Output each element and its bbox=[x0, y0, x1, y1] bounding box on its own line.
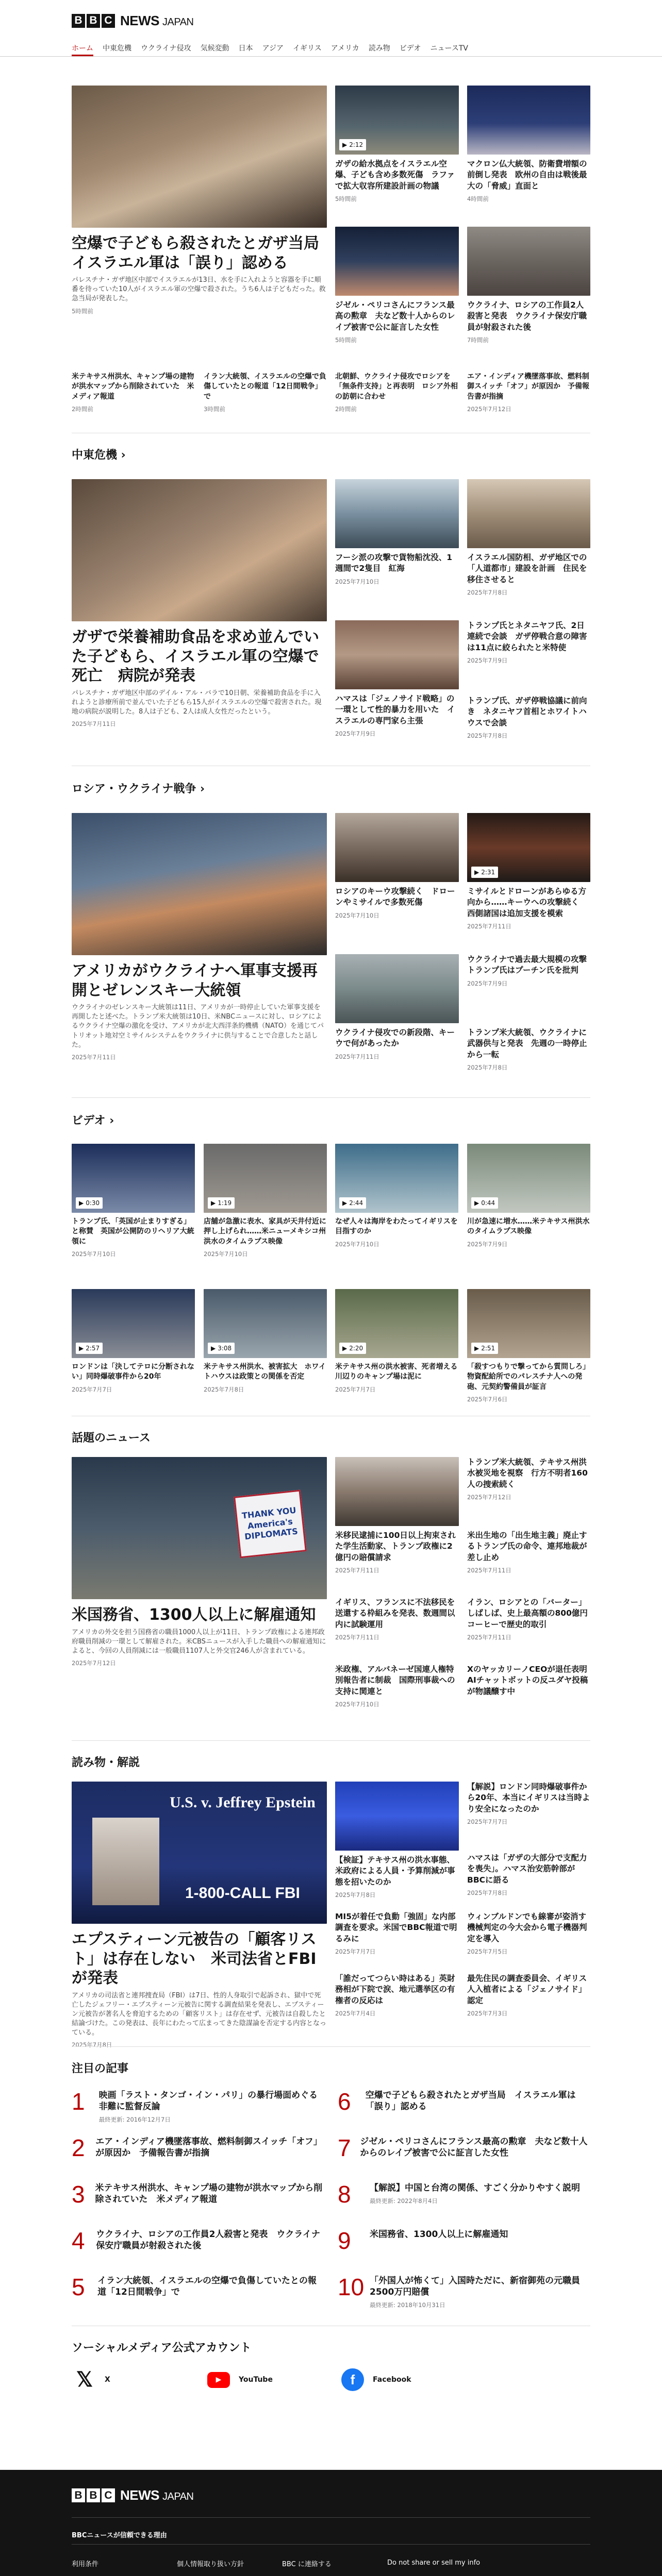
logo-letter-c: C bbox=[102, 14, 115, 28]
story-card[interactable]: イギリス、フランスに不法移民を送還する枠組みを発表、数週間以内に試験運用 2025年7月11日 bbox=[335, 1598, 455, 1641]
popular-rank: 6 bbox=[338, 2088, 351, 2115]
play-icon[interactable]: ▶ 1:19 bbox=[208, 1197, 235, 1209]
nav-climate[interactable]: 気候変動 bbox=[200, 44, 229, 53]
video-title: 店舗が急激に表水、家具が天井付近に押し上げられ……米ニューメキシコ州洪水のタイムラプス映像 bbox=[204, 1217, 326, 1246]
video-card[interactable] bbox=[335, 1217, 458, 1248]
site-header bbox=[0, 0, 662, 41]
video-card[interactable] bbox=[72, 1217, 195, 1258]
story-card[interactable]: トランプ米大統領、ウクライナに武器供与と発表 先週の一時停止から一転 2025年7月8日 bbox=[467, 1028, 587, 1072]
popular-title: イラン大統領、イスラエルの空爆で負傷していたとの報道「12日間戦争」で bbox=[97, 2276, 317, 2298]
popular-title: 【解説】中国と台湾の関係、すごく分かりやすく説明 bbox=[370, 2183, 580, 2193]
video-title: ロンドンは「決してテロに分断されない」同時爆破事件から20年 bbox=[72, 1363, 194, 1381]
play-icon[interactable]: ▶ 2:57 bbox=[76, 1343, 103, 1354]
video-title: 「殺すつもりで撃ってから質問しろ」物資配給所でのパレスチナ人への発砲、元契約警備員が証言 bbox=[467, 1363, 590, 1391]
lead-story-image[interactable] bbox=[72, 1782, 327, 1924]
footer-logo[interactable]: B B C NEWS JAPAN bbox=[72, 2487, 193, 2503]
video-duration: 2:20 bbox=[349, 1345, 363, 1352]
video-date: 2025年7月8日 bbox=[204, 1385, 244, 1393]
video-date: 2025年7月7日 bbox=[335, 1385, 376, 1393]
popular-rank: 4 bbox=[72, 2227, 85, 2254]
nav-uk[interactable]: イギリス bbox=[293, 44, 322, 53]
story-card[interactable]: 【解説】ロンドン同時爆破事件から20年、本当にイギリスは当時より安全になったのか 2025年7月7日 bbox=[467, 1782, 590, 1826]
popular-updated: 最終更新: 2016年12月7日 bbox=[98, 2116, 171, 2124]
story-image[interactable] bbox=[467, 227, 590, 296]
popular-item[interactable] bbox=[72, 2182, 324, 2206]
video-title: なぜ人々は海岸をわたってイギリスを目指すのか bbox=[335, 1217, 458, 1236]
protest-sign: THANK YOU America's DIPLOMATS bbox=[234, 1490, 307, 1558]
story-image[interactable] bbox=[467, 479, 590, 548]
video-date: 2025年7月10日 bbox=[72, 1250, 116, 1258]
story-card[interactable]: ウクライナ侵攻での新段階、キーウで何があったか 2025年7月11日 bbox=[335, 1028, 455, 1060]
lead-story[interactable]: 空爆で子どもら殺されたとガザ当局 イスラエル軍は「誤り」認める パレスチナ・ガザ地区中部でイスラエルが13日、水を手に入れようと容器を手に順番を待っていた10人がイスラエル軍の空爆で殺された。うち6人は子どもだった。救急当局が発表した。 5時間前 bbox=[72, 234, 335, 315]
popular-item[interactable] bbox=[338, 2136, 590, 2160]
popular-rank: 2 bbox=[72, 2134, 85, 2161]
popular-rank: 3 bbox=[72, 2181, 85, 2208]
lead-story[interactable]: 米国務省、1300人以上に解雇通知 アメリカの外交を担う国務省の職員1000人以上が11日、トランプ政権による連邦政府職員削減の一環として解雇された。米CBSニュースが入手した職員への解雇通知によると、今回の人員削減には一般職員1107人と外交官246人が含まれている。 2025年7月12日 bbox=[72, 1606, 326, 1667]
lead-story[interactable]: エプスティーン元被告の「顧客リスト」は存在しない 米司法省とFBIが発表 アメリカの司法省と連邦捜査局（FBI）は7日、性的人身取引で起訴され、獄中で死亡したジェフリー・エプスティーン元被告に関する調査結果を発表し、エプスティーン元被告が著名人を脅迫するための「顧客リスト」は存在せず、元被告は自殺したと結論づけた。この発表は、長年にわたって広まってきた陰謀論を否定する内容となっている。 2025年7月8日 bbox=[72, 1930, 327, 2049]
play-icon[interactable]: ▶ 2:44 bbox=[339, 1197, 366, 1209]
story-image[interactable] bbox=[335, 1782, 459, 1851]
story-card[interactable]: ロシアのキーウ攻撃続く ドローンやミサイルで多数死傷 2025年7月10日 bbox=[335, 887, 455, 919]
popular-title: エア・インディア機墜落事故、燃料制御スイッチ「オフ」が原因か 予備報告書が指摘 bbox=[95, 2137, 322, 2159]
popular-item[interactable] bbox=[72, 2090, 324, 2124]
popular-item[interactable] bbox=[72, 2275, 324, 2299]
video-thumbnail[interactable] bbox=[72, 1144, 195, 1213]
story-card[interactable]: イラン大統領、イスラエルの空爆で負傷していたとの報道「12日間戦争」で 3時間前 bbox=[204, 372, 326, 413]
video-card[interactable] bbox=[204, 1362, 327, 1394]
story-card[interactable]: ウクライナで過去最大規模の攻撃 トランプ氏はプーチン氏を批判 2025年7月9日 bbox=[467, 955, 595, 987]
video-title: 川が急速に増水……米テキサス州洪水のタイムラプス映像 bbox=[467, 1217, 590, 1236]
video-date: 2025年7月10日 bbox=[335, 1240, 379, 1248]
section-heading-social: ソーシャルメディア公式アカウント bbox=[72, 2342, 252, 2354]
video-thumbnail[interactable] bbox=[467, 1144, 590, 1213]
brand-name[interactable]: NEWS JAPAN bbox=[120, 12, 194, 28]
video-duration: 3:08 bbox=[218, 1345, 232, 1352]
video-thumbnail[interactable] bbox=[204, 1289, 327, 1358]
story-image[interactable] bbox=[335, 620, 459, 689]
story-card[interactable]: 米移民逮捕に100日以上拘束された学生活動家、トランプ政権に2億円の賠償請求 2025年7月11日 bbox=[335, 1531, 456, 1574]
video-duration: 2:44 bbox=[349, 1199, 363, 1207]
photo-portrait bbox=[92, 1818, 159, 1905]
play-icon[interactable]: ▶ 0:30 bbox=[76, 1197, 103, 1209]
popular-title: 米国務省、1300人以上に解雇通知 bbox=[370, 2229, 508, 2240]
phone-number: 1-800-CALL FBI bbox=[185, 1885, 300, 1902]
social-youtube[interactable]: ▶ YouTube bbox=[206, 2367, 273, 2393]
doc-heading: U.S. v. Jeffrey Epstein bbox=[170, 1794, 316, 1811]
nav-asia[interactable]: アジア bbox=[262, 44, 284, 53]
section-heading-popular: 注目の記事 bbox=[72, 2062, 129, 2075]
video-duration: 2:57 bbox=[86, 1345, 100, 1352]
play-icon[interactable]: ▶ 2:12 bbox=[339, 139, 366, 150]
story-card[interactable]: ジゼル・ペリコさんにフランス最高の勲章 夫など数十人からのレイプ被害で公に証言した女性 5時間前 bbox=[335, 300, 455, 344]
youtube-icon: ▶ bbox=[206, 2367, 231, 2393]
story-card[interactable]: 北朝鮮、ウクライナ侵攻でロシアを「無条件支持」と再表明 ロシア外相の訪朝に合わせ 2時間前 bbox=[335, 372, 458, 413]
social-x[interactable]: 𝕏 X bbox=[72, 2367, 110, 2393]
popular-item[interactable] bbox=[338, 2090, 590, 2113]
video-title: トランプ氏、「英国が止まりすぎる」と称賛 英国が公開防のリヘリア大統領に bbox=[72, 1217, 194, 1246]
nav-home[interactable]: ホーム bbox=[72, 43, 93, 56]
popular-rank: 8 bbox=[338, 2181, 351, 2208]
story-card[interactable]: 米出生地の「出生地主義」廃止するトランプ氏の命令、連邦地裁が差し止め 2025年7月11日 bbox=[467, 1531, 587, 1574]
footer-link-terms[interactable]: 利用条件 bbox=[72, 2561, 99, 2568]
lead-story-image[interactable] bbox=[72, 813, 327, 955]
lead-story[interactable]: ガザで栄養補助食品を求め並んでいた子どもら、イスラエル軍の空爆で死亡 病院が発表 パレスチナ・ガザ地区中部のデイル・アル・バラで10日朝、栄養補助食品を手に入れようと診療所前で並んでいた子どもら15人がイスラエルの空爆で殺害された。現地の病院が説明した。8人は子ども、2人は成人女性だったという。 2025年7月11日 bbox=[72, 628, 322, 728]
story-card[interactable]: ウクライナ、ロシアの工作員2人殺害と発表 ウクライナ保安庁職員が射殺された後 7時間前 bbox=[467, 300, 587, 344]
story-card[interactable]: トランプ氏、ガザ停戦協議に前向き ネタニヤフ首相とホワイトハウスで会談 2025年7月8日 bbox=[467, 696, 587, 740]
video-date: 2025年7月9日 bbox=[467, 1240, 508, 1248]
site-footer bbox=[0, 2470, 662, 2576]
section-heading-mideast[interactable]: 中東危機 › bbox=[72, 446, 126, 462]
play-icon[interactable]: ▶ 2:20 bbox=[339, 1343, 366, 1354]
footer-trust-link[interactable]: BBCニュースが信頼できる理由 bbox=[72, 2532, 167, 2539]
story-image[interactable] bbox=[335, 1457, 459, 1526]
facebook-icon: f bbox=[340, 2367, 366, 2393]
main-nav bbox=[0, 41, 662, 57]
video-thumbnail[interactable] bbox=[335, 1144, 458, 1213]
video-date: 2025年7月10日 bbox=[204, 1250, 248, 1258]
story-card[interactable]: 最先住民の調査委員会、イギリス人入植者による「ジェノサイド」認定 2025年7月3日 bbox=[467, 1974, 587, 2018]
story-card[interactable]: イスラエル国防相、ガザ地区での「人道都市」建設を計画 住民を移住させると 2025年7月8日 bbox=[467, 553, 587, 597]
x-icon: 𝕏 bbox=[76, 2368, 93, 2391]
story-card[interactable]: XのヤッカリーノCEOが退任表明 AIチャットボットの反ユダヤ投稿が物議醸す中 bbox=[467, 1665, 595, 1696]
story-image[interactable] bbox=[335, 86, 459, 155]
story-card[interactable]: ハマスは「ガザの大部分で支配力を喪失」。ハマス治安筋幹部がBBCに語る 2025年7月8日 bbox=[467, 1853, 587, 1897]
video-card[interactable] bbox=[72, 1362, 195, 1394]
video-date: 2025年7月7日 bbox=[72, 1385, 112, 1393]
story-card[interactable]: マクロン仏大統領、防衛費増額の前倒し発表 欧州の自由は戦後最大の「脅威」直面と 4時間前 bbox=[467, 159, 587, 203]
story-image[interactable] bbox=[335, 227, 459, 296]
popular-title: 「外国人が怖くて」入国時ただに、新宿御苑の元職員 2500万円賠償 bbox=[370, 2276, 589, 2298]
popular-title: ウクライナ、ロシアの工作員2人殺害と発表 ウクライナ保安庁職員が射殺された後 bbox=[96, 2229, 320, 2251]
story-image[interactable] bbox=[335, 479, 459, 548]
nav-features[interactable]: 読み物 bbox=[368, 44, 390, 53]
story-card[interactable]: エア・インディア機墜落事故、燃料制御スイッチ「オフ」が原因か 予備報告書が指摘 2025年7月12日 bbox=[467, 372, 590, 413]
nav-video[interactable]: ビデオ bbox=[399, 44, 421, 53]
popular-title: ジゼル・ペリコさんにフランス最高の勲章 夫など数十人からのレイプ被害で公に証言した女性 bbox=[360, 2137, 588, 2159]
video-thumbnail[interactable] bbox=[467, 1289, 590, 1358]
lead-story-image[interactable] bbox=[72, 479, 327, 621]
video-date: 2025年7月6日 bbox=[467, 1395, 508, 1403]
nav-ukraine[interactable]: ウクライナ侵攻 bbox=[141, 44, 191, 53]
nav-us[interactable]: アメリカ bbox=[330, 44, 359, 53]
popular-rank: 5 bbox=[72, 2274, 85, 2300]
story-card[interactable]: トランプ氏とネタニヤフ氏、2日連続で会談 ガザ停戦合意の障害は11点に絞られたと米特使 2025年7月9日 bbox=[467, 621, 587, 665]
video-duration: 1:19 bbox=[218, 1199, 232, 1207]
play-icon[interactable]: ▶ 0:44 bbox=[471, 1197, 498, 1209]
popular-title: 空爆で子どもら殺されたとガザ当局 イスラエル軍は「誤り」認める bbox=[365, 2090, 576, 2112]
nav-japan[interactable]: 日本 bbox=[238, 44, 253, 53]
story-card[interactable]: 【検証】テキサス州の洪水事態、米政府による人員・予算削減が事態を招いたのか 2025年7月8日 bbox=[335, 1855, 455, 1899]
story-card[interactable]: フーシ派の攻撃で貨物船沈没、1週間で2隻目 紅海 2025年7月10日 bbox=[335, 553, 453, 585]
social-facebook[interactable]: f Facebook bbox=[340, 2367, 411, 2393]
video-duration: 0:44 bbox=[481, 1199, 495, 1207]
popular-updated: 最終更新: 2022年8月4日 bbox=[370, 2197, 438, 2205]
nav-newstv[interactable]: ニュースTV bbox=[430, 44, 468, 53]
story-image[interactable] bbox=[335, 813, 459, 882]
video-thumbnail[interactable] bbox=[72, 1289, 195, 1358]
popular-item[interactable] bbox=[338, 2182, 590, 2206]
story-card[interactable]: ガザの給水拠点をイスラエル空爆、子ども含め多数死傷 ラファで拡大収容所建設計画の物議 5時間前 bbox=[335, 159, 455, 203]
story-card[interactable]: ハマスは「ジェノサイド戦略」の一環として性的暴力を用いた イスラエルの専門家ら主張 2025年7月9日 bbox=[335, 694, 455, 738]
story-card[interactable]: 「誰だってつらい時はある」英財務相が下院で涙、地元選挙区の有権者の反応は 2025年7月4日 bbox=[335, 1974, 455, 2018]
section-heading-video[interactable]: ビデオ › bbox=[72, 1112, 114, 1128]
lead-story[interactable]: アメリカがウクライナへ軍事支援再開とゼレンスキー大統領 ウクライナのゼレンスキー大統領は11日、アメリカが一時停止していた軍事支援を再開したと述べた。トランプ米大統領は10日、米NBCニュースに対し、ロシアによるウクライナ空爆の激化を受け、アメリカが北大西洋条約機構（NATO）を通じてパトリオット地対空ミサイルシステムをウクライナに供与することで合意したと話した。 2025年7月11日 bbox=[72, 962, 324, 1061]
footer-link-privacy[interactable]: 個人情報取り扱い方針 bbox=[177, 2561, 244, 2568]
video-title: 米テキサス州洪水、被害拡大 ホワイトハウスは政策との関係を否定 bbox=[204, 1363, 326, 1381]
lead-story-image[interactable] bbox=[72, 1457, 327, 1599]
footer-link-contact[interactable]: BBC に連絡する bbox=[282, 2561, 332, 2568]
story-image[interactable] bbox=[467, 86, 590, 155]
popular-rank: 7 bbox=[338, 2134, 351, 2161]
video-duration: 2:51 bbox=[481, 1345, 495, 1352]
logo-letter-b2: B bbox=[87, 14, 100, 28]
popular-rank: 10 bbox=[338, 2274, 365, 2300]
section-heading-features: 読み物・解説 bbox=[72, 1756, 140, 1769]
video-card[interactable] bbox=[204, 1217, 327, 1258]
popular-item[interactable] bbox=[338, 2229, 590, 2252]
story-card[interactable]: 米テキサス州洪水、キャンプ場の建物が洪水マップから削除されていた 米メディア報道 2時間前 bbox=[72, 372, 194, 413]
popular-item[interactable] bbox=[338, 2275, 590, 2309]
story-card[interactable]: トランプ米大統領、テキサス州洪水被災地を視察 行方不明者160人の捜索続く 2025年7月12日 bbox=[467, 1458, 588, 1501]
story-card[interactable]: ウィンブルドンでも線審が姿消す 機械判定の今大会から電子機器判定を導入 2025年7月5日 bbox=[467, 1912, 594, 1956]
popular-title: 映画「ラスト・タンゴ・イン・パリ」の暴行場面めぐる非難に監督反論 bbox=[98, 2090, 318, 2112]
video-title: 米テキサス州の洪水被害、死者増える 川辺りのキャンプ場は泥に bbox=[335, 1363, 465, 1381]
bbc-logo[interactable] bbox=[72, 14, 115, 28]
video-card[interactable] bbox=[467, 1217, 590, 1248]
logo-letter-b: B bbox=[72, 14, 85, 28]
footer-link-dnss[interactable]: Do not share or sell my info bbox=[387, 2559, 481, 2567]
popular-rank: 9 bbox=[338, 2227, 351, 2254]
video-thumbnail[interactable] bbox=[204, 1144, 327, 1213]
video-duration: 0:30 bbox=[86, 1199, 100, 1207]
story-card[interactable]: 米政権、アルバネーゼ国連人権特別報告者に制裁 国際刑事裁への支持に関連と 2025年7月10日 bbox=[335, 1665, 455, 1708]
lead-story-image[interactable] bbox=[72, 86, 327, 228]
popular-updated: 最終更新: 2018年10月31日 bbox=[370, 2301, 445, 2309]
popular-rank: 1 bbox=[72, 2088, 85, 2115]
video-card[interactable] bbox=[335, 1362, 465, 1394]
play-icon[interactable]: ▶ 3:08 bbox=[208, 1343, 235, 1354]
story-card[interactable]: イラン、ロシアとの「バーター」しばしば、史上最高額の800億円コーヒーで歴史的取引 2025年7月11日 bbox=[467, 1598, 588, 1641]
popular-item[interactable] bbox=[72, 2229, 324, 2252]
story-image[interactable] bbox=[467, 813, 590, 882]
story-card[interactable]: MI5が着任で負動「強固」な内部調査を要求。米国でBBC報道で明るみに 2025年7月7日 bbox=[335, 1912, 457, 1956]
story-card[interactable]: ミサイルとドローンがあらゆる方向から……キーウへの攻撃続く 西側諸国は追加支援を模索 2025年7月11日 bbox=[467, 887, 587, 930]
section-heading-ukraine[interactable]: ロシア・ウクライナ戦争 › bbox=[72, 780, 205, 796]
video-thumbnail[interactable] bbox=[335, 1289, 458, 1358]
nav-mideast[interactable]: 中東危機 bbox=[103, 44, 131, 53]
play-icon[interactable]: ▶ 2:31 bbox=[471, 867, 498, 878]
video-card[interactable] bbox=[467, 1362, 590, 1403]
play-icon[interactable]: ▶ 2:51 bbox=[471, 1343, 498, 1354]
popular-item[interactable] bbox=[72, 2136, 324, 2160]
popular-title: 米テキサス州洪水、キャンプ場の建物が洪水マップから削除されていた 米メディア報道 bbox=[95, 2183, 323, 2205]
section-heading-topics: 話題のニュース bbox=[72, 1432, 151, 1445]
story-image[interactable] bbox=[335, 954, 459, 1023]
